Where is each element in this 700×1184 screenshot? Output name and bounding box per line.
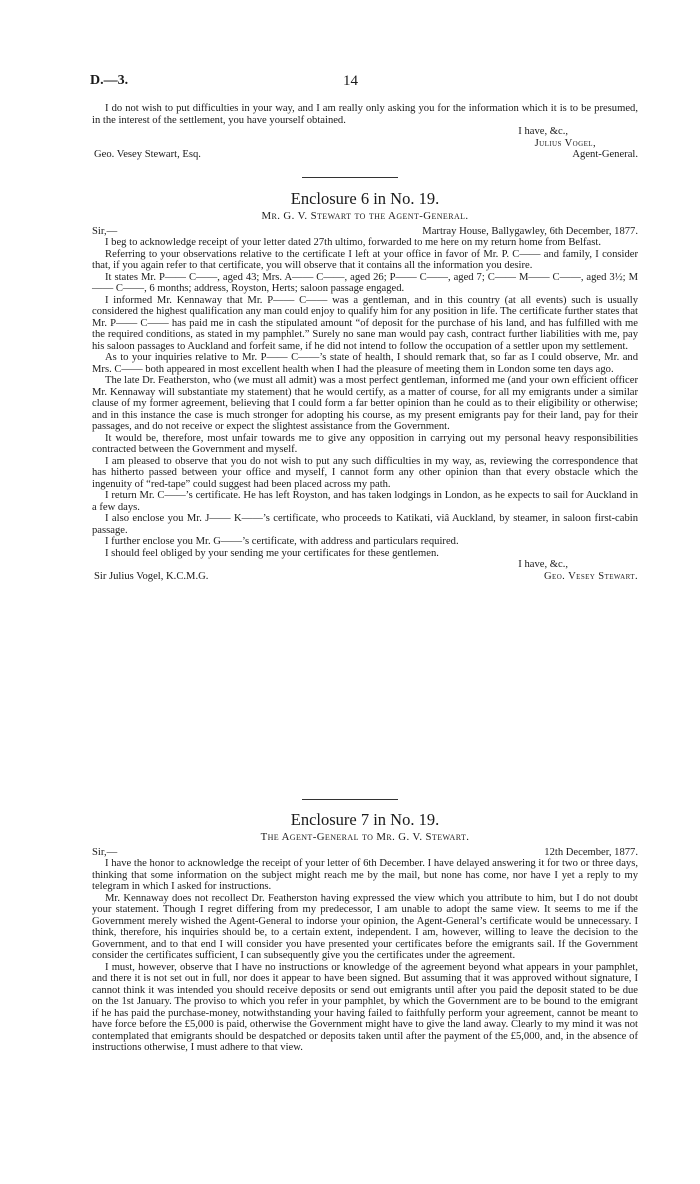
enclosure-7-paragraph: I have the honor to acknowledge the receipt of your letter of 6th December. I have delayed answering it for two or three days, thinking that some information on the subject might reach me by the mail, but none has come, nor have I yet a reply to my telegram in which I asked for instructions. — [92, 858, 638, 892]
enclosure-6-signer: Geo. Vesey Stewart. — [544, 570, 638, 582]
intro-addressee: Geo. Vesey Stewart, Esq. — [94, 149, 201, 160]
enclosure-6-paragraph: I informed Mr. Kennaway that Mr. P—— C—— was a gentleman, and in this country (at all events) such is usually considered the highest qualification any man could enjoy to qualify him for any position in life. The certificate further states that Mr. P—— C—— has paid me in cash the stipulated amount “of deposit for the purchase of his land, and has fulfilled with me the required conditions, as stated in my pamphlet.” Surely no sane man would pay cash, contract further liabilities with me, pay his saloon passages to Auckland and forfeit same, if he did not intend to follow the occupation of a settler upon my settlement. — [92, 294, 638, 352]
enclosure-6 — [92, 189, 638, 582]
section-divider — [302, 177, 398, 178]
intro-closing: I have, &c., — [518, 126, 568, 137]
enclosure-7-paragraph: Mr. Kennaway does not recollect Dr. Featherston having expressed the view which you attribute to him, but I do not doubt your statement. Though I regret differing from my predecessor, I am unable to adopt the same view. It seems to me if the Government merely wished the Agent-General to indorse your opinion, the Agent-General’s certificate would be unnecessary. I think, therefore, his inquiries should be, to a certain extent, independent. I am, however, willing to leave the decision to the Government, and to that end I will consider you have presented your certificates before the emigrants sail. If the Government consider the certificates sufficient, I can subsequently give you the certificates under the agreement. — [92, 892, 638, 961]
intro-signer-title: Agent-General. — [572, 149, 638, 160]
enclosure-6-paragraph: It states Mr. P—— C——, aged 43; Mrs. A—— C——, aged 26; P—— C——, aged 7; C—— M—— C——, aged 3½; M—— C——, 6 months; address, Royston, Herts; saloon passage engaged. — [92, 271, 638, 294]
enclosure-6-paragraph: Referring to your observations relative to the certificate I left at your office in favor of Mr. P. C—— and family, I consider that, if you again refer to that certificate, you will observe that it contains all the information you desire. — [92, 248, 638, 271]
enclosure-6-paragraph: I return Mr. C——’s certificate. He has left Royston, and has taken lodgings in London, as he expects to sail for Auckland in a few days. — [92, 490, 638, 513]
intro-paragraph: I do not wish to put difficulties in your way, and I am really only asking you for the information which it is to be presumed, in the interest of the settlement, you have yourself obtained. — [92, 103, 638, 126]
enclosure-6-dateline: Martray House, Ballygawley, 6th December, 1877. — [422, 225, 638, 237]
enclosure-6-addressee: Sir Julius Vogel, K.C.M.G. — [94, 570, 209, 582]
enclosure-7-subtitle: The Agent-General to Mr. G. V. Stewart. — [260, 831, 470, 843]
enclosure-6-paragraph: It would be, therefore, most unfair towards me to give any opposition in carrying out my personal heavy responsibilities contracted between the Government and myself. — [92, 432, 638, 455]
enclosure-6-paragraph: I am pleased to observe that you do not wish to put any such difficulties in my way, as, reviewing the correspondence that has hitherto passed between your office and myself, I cannot form any other opinion than that every obstacle which the ingenuity of “red-tape” could suggest had been placed across my path. — [92, 455, 638, 490]
enclosure-6-title: Enclosure 6 in No. 19. — [290, 189, 440, 208]
enclosure-6-paragraph: I should feel obliged by your sending me your certificates for these gentlemen. — [105, 547, 439, 559]
enclosure-7-paragraph: I must, however, observe that I have no instructions or knowledge of the agreement beyond what appears in your pamphlet, and there it is not set out in full, nor does it appear to have been signed. But assuming that it was approved without signature, I cannot think it was intended you should receive deposits or send out emigrants until after you paid the deposit stated to be due on the 1st January. The proviso to which you refer in your pamphlet, by which the Government are to be bound to the emigrant if he has paid the purchase-money, notwithstanding your having failed to faithfully perform your agreement, cannot be meant to have force before the £5,000 is paid, otherwise the Government might have to give the land away. Clearly to my mind it was not contemplated that emigrants should be despatched or deposits taken until after the payment of the £5,000, and, in the absence of instructions otherwise, I must adhere to that view. — [92, 961, 638, 1053]
enclosure-6-paragraph: As to your inquiries relative to Mr. P—— C——’s state of health, I should remark that, so far as I could observe, Mr. and Mrs. C—— both appeared in most excellent health when I had the pleasure of meeting them in London some ten days ago. — [92, 352, 638, 375]
intro-signer: Julius Vogel, — [534, 137, 596, 149]
enclosure-6-paragraph: I further enclose you Mr. G——’s certificate, with address and particulars required. — [105, 536, 459, 547]
document-code: D.—3. — [90, 73, 129, 88]
enclosure-7-salutation: Sir,— — [92, 846, 118, 858]
section-divider — [302, 799, 398, 800]
enclosure-6-paragraph: I also enclose you Mr. J—— K——’s certificate, who proceeds to Katikati, viâ Auckland, by steamer, in saloon first-cabin passage. — [92, 513, 638, 536]
enclosure-6-subtitle: Mr. G. V. Stewart to the Agent-General. — [261, 210, 469, 222]
intro-section — [92, 103, 638, 161]
page-number: 14 — [343, 73, 358, 89]
enclosure-6-paragraph: The late Dr. Featherston, who (we must all admit) was a most perfect gentleman, informed me (and your own efficient officer Mr. Kennaway will substantiate my statement) that he would certify, as a matter of course, for all my emigrants under a similar clause of my former agreement, believing that I could form a far better opinion than he could as to their eligibility or otherwise; and in this instance the case is much stronger for adopting his course, as my present emigrants pay for their land, pay for their passages, and do not receive or expect the slightest assistance from the Government. — [92, 375, 638, 432]
enclosure-6-paragraph: I beg to acknowledge receipt of your letter dated 27th ultimo, forwarded to me here on my return home from Belfast. — [105, 237, 601, 248]
enclosure-7 — [92, 810, 638, 1054]
enclosure-7-title: Enclosure 7 in No. 19. — [290, 810, 440, 829]
enclosure-6-closing: I have, &c., — [518, 559, 568, 570]
enclosure-7-dateline: 12th December, 1877. — [544, 846, 638, 858]
enclosure-6-salutation: Sir,— — [92, 225, 118, 237]
